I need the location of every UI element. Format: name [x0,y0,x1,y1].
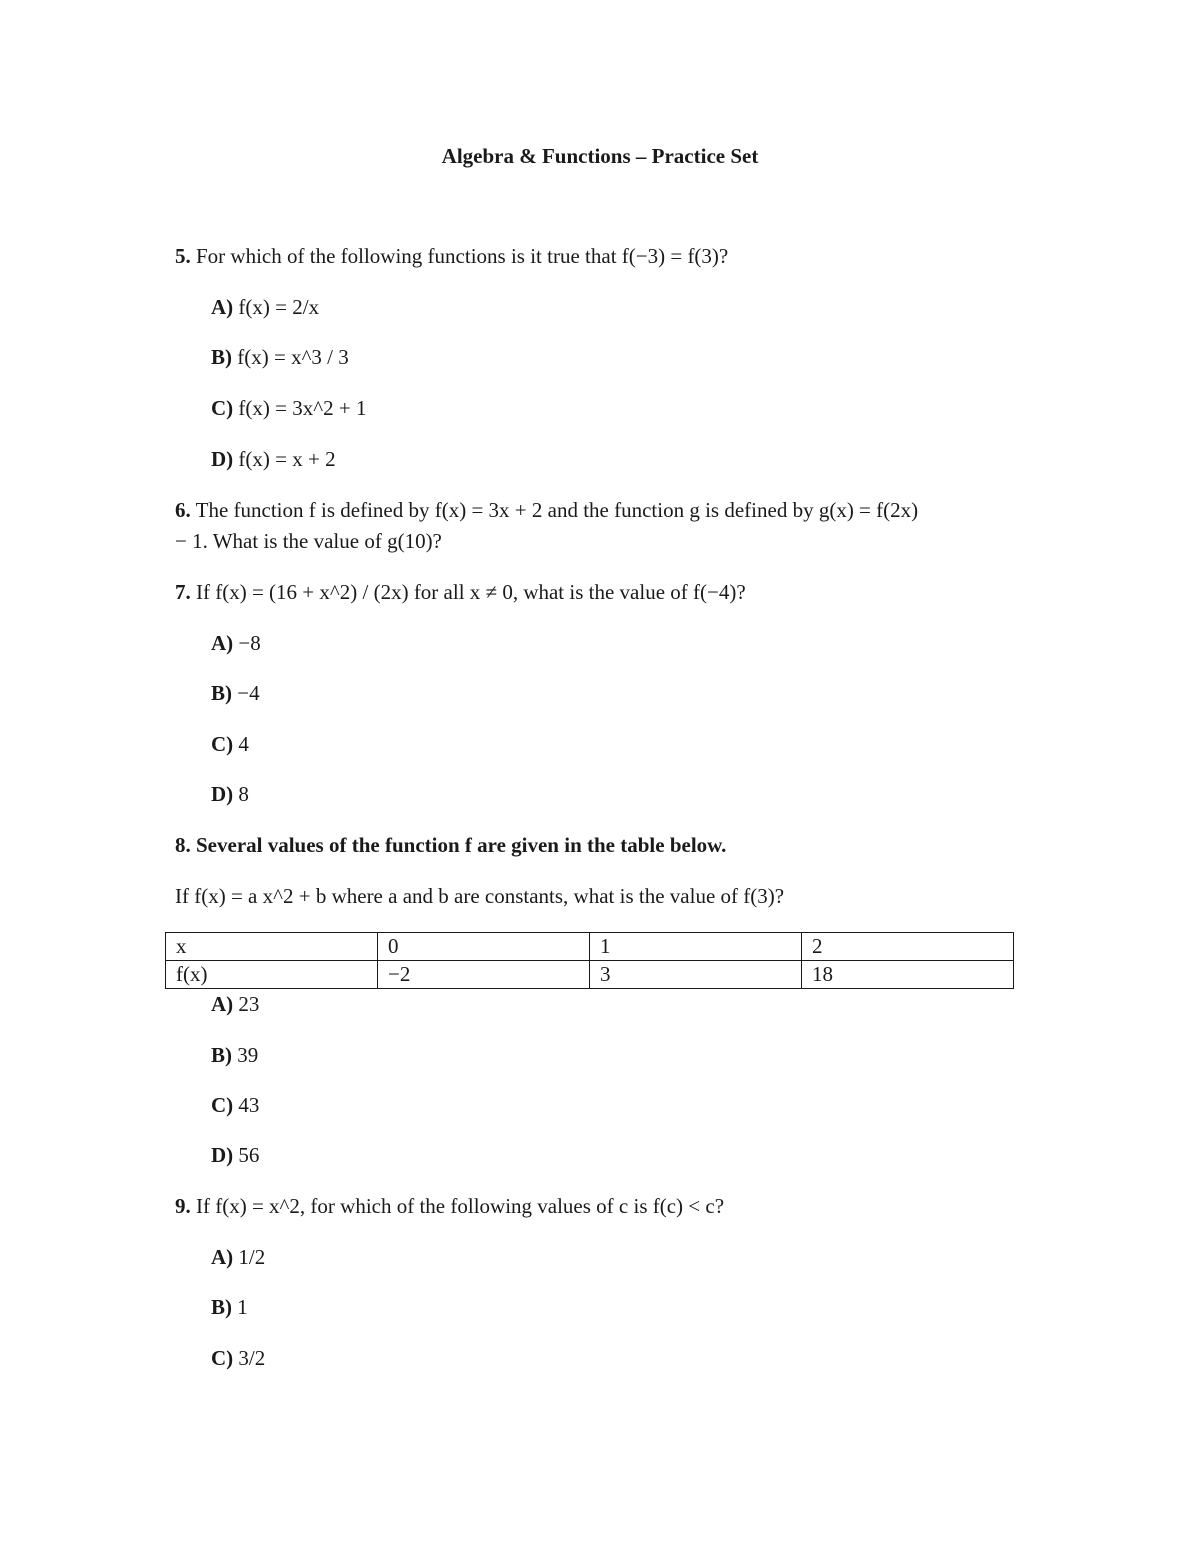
table-cell: 18 [802,961,1014,989]
table-cell: 2 [802,933,1014,961]
q9-option-c [211,1343,265,1373]
table-cell: 3 [590,961,802,989]
table-cell: 0 [378,933,590,961]
question-9 [175,1191,724,1221]
option-text: 1 [232,1295,248,1319]
option-text: 8 [233,782,249,806]
question-text: If f(x) = x^2, for which of the following values of c is f(c) < c? [190,1194,725,1218]
option-text: −8 [233,631,261,655]
table-cell: f(x) [166,961,378,989]
q7-option-c [211,729,249,759]
page-title: Algebra & Functions – Practice Set [441,144,759,168]
option-label: D) [211,447,234,471]
q7-option-b [211,678,260,708]
question-6 [175,495,918,525]
option-text: f(x) = x + 2 [233,447,336,471]
question-text: If f(x) = (16 + x^2) / (2x) for all x ≠ 0, what is the value of f(−4)? [190,580,746,604]
option-label: C) [211,1346,234,1370]
q9-option-b [211,1292,248,1322]
option-label: B) [211,1295,232,1319]
option-label: C) [211,1093,234,1117]
question-text-line-1: The function f is defined by f(x) = 3x + 2 and the function g is defined by g(x) = f(2x) [190,498,919,522]
q8-option-a [211,989,259,1019]
q8-option-d [211,1140,259,1170]
q5-option-b [211,342,349,372]
question-number: 6. [175,498,191,522]
option-text: 23 [233,992,260,1016]
q8-option-c [211,1090,259,1120]
table-cell: x [166,933,378,961]
option-label: A) [211,992,234,1016]
option-text: 43 [233,1093,260,1117]
option-label: A) [211,631,234,655]
option-text: 56 [233,1143,260,1167]
option-text: f(x) = 3x^2 + 1 [233,396,367,420]
option-label: B) [211,681,232,705]
question-6-continued: − 1. What is the value of g(10)? [175,529,442,553]
option-label: A) [211,1245,234,1269]
option-text: 3/2 [233,1346,266,1370]
option-text: 39 [232,1043,259,1067]
q7-option-d [211,779,249,809]
question-8-text: If f(x) = a x^2 + b where a and b are constants, what is the value of f(3)? [175,884,785,908]
table-cell: −2 [378,961,590,989]
option-text: f(x) = x^3 / 3 [232,345,349,369]
table-row [166,961,1014,989]
question-8-heading: 8. Several values of the function f are given in the table below. [175,833,727,857]
option-label: A) [211,295,234,319]
option-label: B) [211,1043,232,1067]
question-number: 5. [175,244,191,268]
question-7 [175,577,746,607]
question-text: For which of the following functions is it true that f(−3) = f(3)? [190,244,729,268]
option-label: D) [211,782,234,806]
option-text: 1/2 [233,1245,266,1269]
q5-option-d [211,444,336,474]
function-values-table [165,932,1014,989]
question-number: 7. [175,580,191,604]
option-text: 4 [233,732,249,756]
option-text: −4 [232,681,260,705]
q5-option-c [211,393,366,423]
question-5 [175,241,728,271]
option-label: D) [211,1143,234,1167]
option-text: f(x) = 2/x [233,295,320,319]
option-label: C) [211,732,234,756]
q8-option-b [211,1040,258,1070]
q5-option-a [211,292,319,322]
option-label: B) [211,345,232,369]
q7-option-a [211,628,261,658]
table-row [166,933,1014,961]
option-label: C) [211,396,234,420]
question-number: 9. [175,1194,191,1218]
table-cell: 1 [590,933,802,961]
q9-option-a [211,1242,265,1272]
